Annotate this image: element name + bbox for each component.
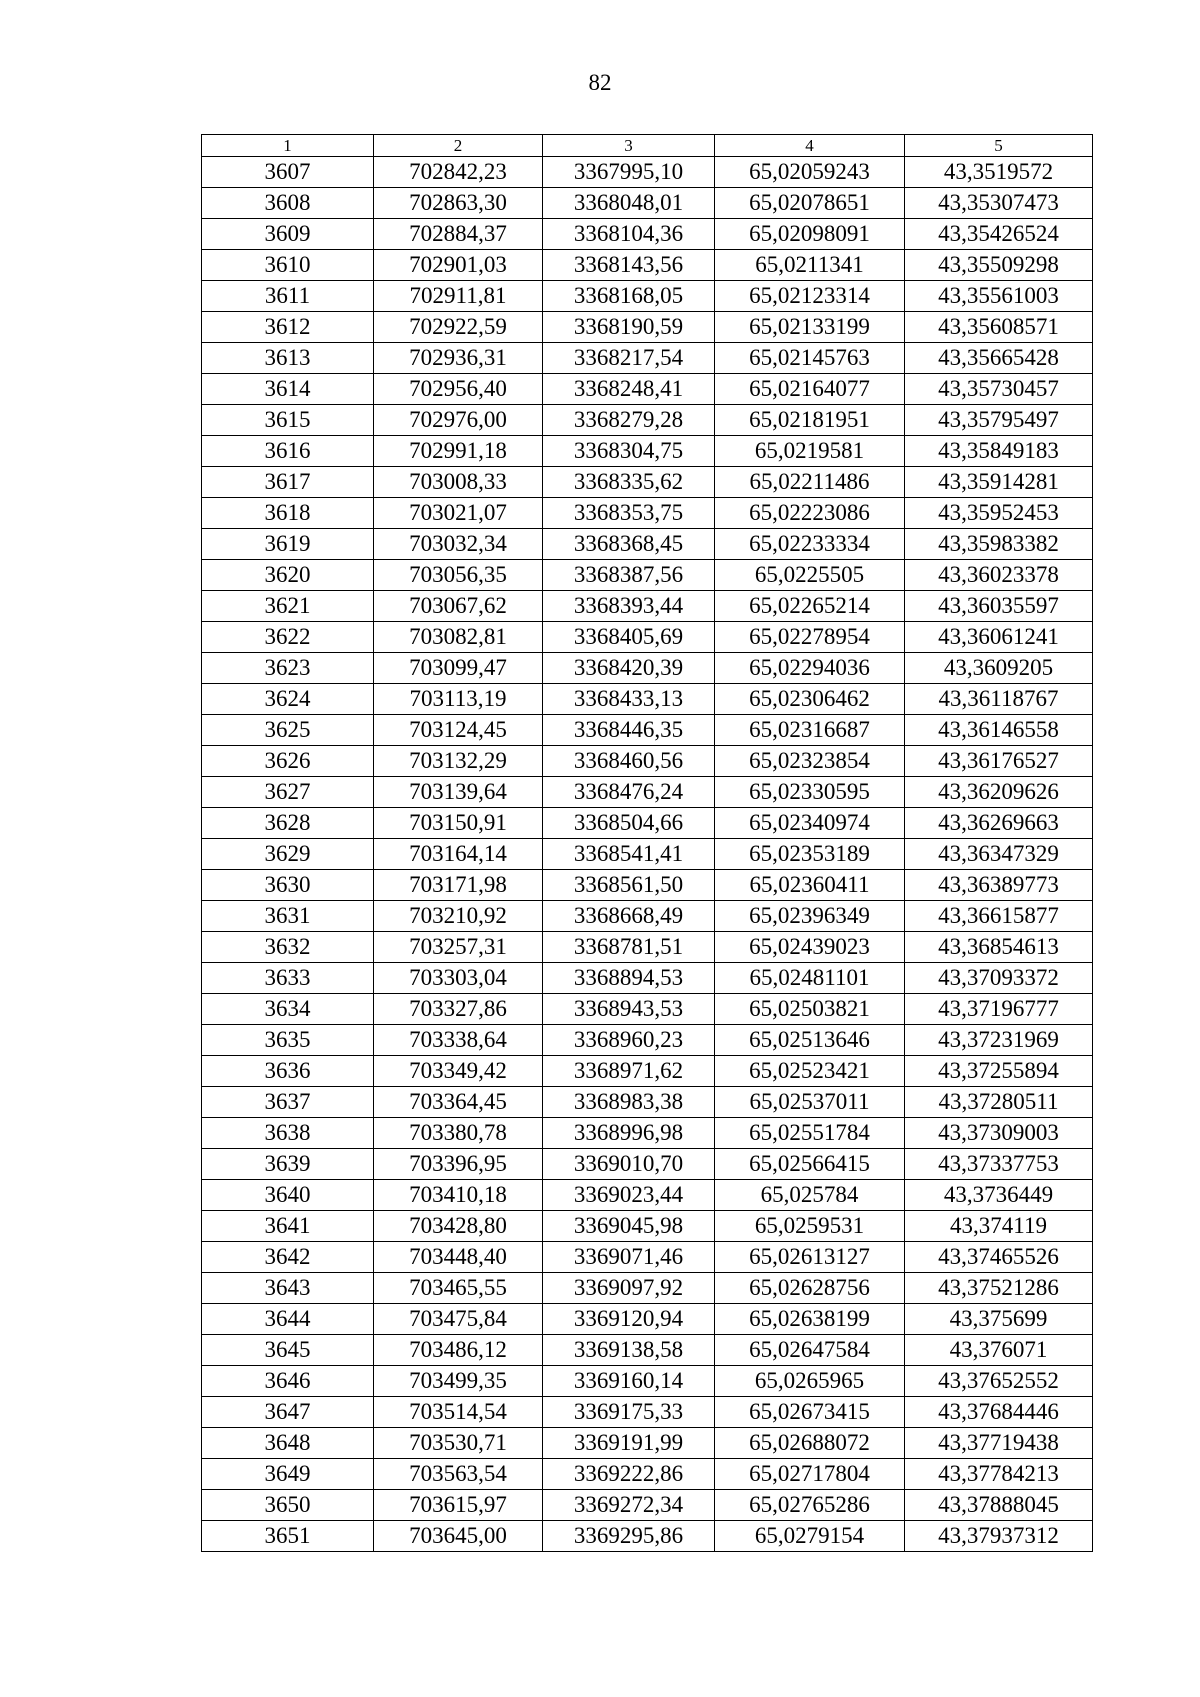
- point-number-cell: 3633: [202, 963, 374, 994]
- point-number-cell: 3620: [202, 560, 374, 591]
- x-coordinate-cell: 703008,33: [374, 467, 543, 498]
- y-coordinate-cell: 3369175,33: [543, 1397, 715, 1428]
- latitude-cell: 43,37309003: [905, 1118, 1093, 1149]
- table-row: [202, 1242, 1093, 1273]
- table-row: [202, 684, 1093, 715]
- x-coordinate-cell: 702991,18: [374, 436, 543, 467]
- longitude-cell: 65,02765286: [715, 1490, 905, 1521]
- x-coordinate-cell: 703364,45: [374, 1087, 543, 1118]
- x-coordinate-cell: 703563,54: [374, 1459, 543, 1490]
- y-coordinate-cell: 3368433,13: [543, 684, 715, 715]
- table-header-row: [202, 135, 1093, 157]
- longitude-cell: 65,02133199: [715, 312, 905, 343]
- x-coordinate-cell: 703113,19: [374, 684, 543, 715]
- point-number-cell: 3616: [202, 436, 374, 467]
- table-row: [202, 1149, 1093, 1180]
- x-coordinate-cell: 703396,95: [374, 1149, 543, 1180]
- point-number-cell: 3621: [202, 591, 374, 622]
- table-row: [202, 498, 1093, 529]
- table-row: [202, 746, 1093, 777]
- latitude-cell: 43,35307473: [905, 188, 1093, 219]
- y-coordinate-cell: 3368143,56: [543, 250, 715, 281]
- latitude-cell: 43,35730457: [905, 374, 1093, 405]
- longitude-cell: 65,02330595: [715, 777, 905, 808]
- point-number-cell: 3630: [202, 870, 374, 901]
- x-coordinate-cell: 702956,40: [374, 374, 543, 405]
- table-row: [202, 870, 1093, 901]
- point-number-cell: 3650: [202, 1490, 374, 1521]
- point-number-cell: 3612: [202, 312, 374, 343]
- latitude-cell: 43,35795497: [905, 405, 1093, 436]
- y-coordinate-cell: 3367995,10: [543, 157, 715, 188]
- y-coordinate-cell: 3369071,46: [543, 1242, 715, 1273]
- y-coordinate-cell: 3368048,01: [543, 188, 715, 219]
- longitude-cell: 65,02613127: [715, 1242, 905, 1273]
- table-row: [202, 219, 1093, 250]
- x-coordinate-cell: 703615,97: [374, 1490, 543, 1521]
- y-coordinate-cell: 3368943,53: [543, 994, 715, 1025]
- table-row: [202, 622, 1093, 653]
- table-row: [202, 1428, 1093, 1459]
- longitude-cell: 65,02503821: [715, 994, 905, 1025]
- latitude-cell: 43,376071: [905, 1335, 1093, 1366]
- point-number-cell: 3608: [202, 188, 374, 219]
- x-coordinate-cell: 702863,30: [374, 188, 543, 219]
- y-coordinate-cell: 3368387,56: [543, 560, 715, 591]
- x-coordinate-cell: 703067,62: [374, 591, 543, 622]
- latitude-cell: 43,36176527: [905, 746, 1093, 777]
- x-coordinate-cell: 703303,04: [374, 963, 543, 994]
- longitude-cell: 65,02481101: [715, 963, 905, 994]
- y-coordinate-cell: 3369097,92: [543, 1273, 715, 1304]
- y-coordinate-cell: 3368894,53: [543, 963, 715, 994]
- latitude-cell: 43,35914281: [905, 467, 1093, 498]
- latitude-cell: 43,36146558: [905, 715, 1093, 746]
- y-coordinate-cell: 3368541,41: [543, 839, 715, 870]
- x-coordinate-cell: 703099,47: [374, 653, 543, 684]
- latitude-cell: 43,35849183: [905, 436, 1093, 467]
- longitude-cell: 65,02353189: [715, 839, 905, 870]
- longitude-cell: 65,02523421: [715, 1056, 905, 1087]
- longitude-cell: 65,02360411: [715, 870, 905, 901]
- latitude-cell: 43,3519572: [905, 157, 1093, 188]
- table-row: [202, 715, 1093, 746]
- x-coordinate-cell: 703150,91: [374, 808, 543, 839]
- table-row: [202, 653, 1093, 684]
- x-coordinate-cell: 703645,00: [374, 1521, 543, 1552]
- x-coordinate-cell: 702911,81: [374, 281, 543, 312]
- longitude-cell: 65,02396349: [715, 901, 905, 932]
- x-coordinate-cell: 702936,31: [374, 343, 543, 374]
- y-coordinate-cell: 3369120,94: [543, 1304, 715, 1335]
- point-number-cell: 3613: [202, 343, 374, 374]
- y-coordinate-cell: 3368335,62: [543, 467, 715, 498]
- longitude-cell: 65,02340974: [715, 808, 905, 839]
- longitude-cell: 65,02181951: [715, 405, 905, 436]
- longitude-cell: 65,0225505: [715, 560, 905, 591]
- table-row: [202, 1180, 1093, 1211]
- x-coordinate-cell: 703164,14: [374, 839, 543, 870]
- longitude-cell: 65,025784: [715, 1180, 905, 1211]
- y-coordinate-cell: 3368304,75: [543, 436, 715, 467]
- x-coordinate-cell: 703428,80: [374, 1211, 543, 1242]
- point-number-cell: 3636: [202, 1056, 374, 1087]
- point-number-cell: 3624: [202, 684, 374, 715]
- x-coordinate-cell: 702976,00: [374, 405, 543, 436]
- latitude-cell: 43,3736449: [905, 1180, 1093, 1211]
- point-number-cell: 3626: [202, 746, 374, 777]
- longitude-cell: 65,0279154: [715, 1521, 905, 1552]
- table-row: [202, 405, 1093, 436]
- longitude-cell: 65,02306462: [715, 684, 905, 715]
- latitude-cell: 43,37652552: [905, 1366, 1093, 1397]
- point-number-cell: 3637: [202, 1087, 374, 1118]
- latitude-cell: 43,35665428: [905, 343, 1093, 374]
- table-row: [202, 963, 1093, 994]
- x-coordinate-cell: 703448,40: [374, 1242, 543, 1273]
- point-number-cell: 3651: [202, 1521, 374, 1552]
- latitude-cell: 43,36615877: [905, 901, 1093, 932]
- y-coordinate-cell: 3368996,98: [543, 1118, 715, 1149]
- y-coordinate-cell: 3369045,98: [543, 1211, 715, 1242]
- table-row: [202, 250, 1093, 281]
- latitude-cell: 43,36854613: [905, 932, 1093, 963]
- longitude-cell: 65,02439023: [715, 932, 905, 963]
- longitude-cell: 65,02145763: [715, 343, 905, 374]
- y-coordinate-cell: 3369191,99: [543, 1428, 715, 1459]
- point-number-cell: 3644: [202, 1304, 374, 1335]
- column-header-5: 5: [905, 135, 1093, 157]
- point-number-cell: 3628: [202, 808, 374, 839]
- y-coordinate-cell: 3369010,70: [543, 1149, 715, 1180]
- latitude-cell: 43,36061241: [905, 622, 1093, 653]
- latitude-cell: 43,37784213: [905, 1459, 1093, 1490]
- longitude-cell: 65,0259531: [715, 1211, 905, 1242]
- table-row: [202, 1490, 1093, 1521]
- longitude-cell: 65,02123314: [715, 281, 905, 312]
- longitude-cell: 65,02098091: [715, 219, 905, 250]
- longitude-cell: 65,02513646: [715, 1025, 905, 1056]
- latitude-cell: 43,37280511: [905, 1087, 1093, 1118]
- table-row: [202, 994, 1093, 1025]
- page-number: 82: [588, 70, 612, 95]
- y-coordinate-cell: 3368971,62: [543, 1056, 715, 1087]
- longitude-cell: 65,02323854: [715, 746, 905, 777]
- y-coordinate-cell: 3368168,05: [543, 281, 715, 312]
- point-number-cell: 3617: [202, 467, 374, 498]
- table-row: [202, 901, 1093, 932]
- point-number-cell: 3647: [202, 1397, 374, 1428]
- latitude-cell: 43,37888045: [905, 1490, 1093, 1521]
- latitude-cell: 43,36269663: [905, 808, 1093, 839]
- point-number-cell: 3639: [202, 1149, 374, 1180]
- table-row: [202, 157, 1093, 188]
- point-number-cell: 3615: [202, 405, 374, 436]
- latitude-cell: 43,37937312: [905, 1521, 1093, 1552]
- latitude-cell: 43,36347329: [905, 839, 1093, 870]
- point-number-cell: 3646: [202, 1366, 374, 1397]
- longitude-cell: 65,02164077: [715, 374, 905, 405]
- y-coordinate-cell: 3368248,41: [543, 374, 715, 405]
- table-row: [202, 343, 1093, 374]
- latitude-cell: 43,36209626: [905, 777, 1093, 808]
- column-header-3: 3: [543, 135, 715, 157]
- column-header-2: 2: [374, 135, 543, 157]
- longitude-cell: 65,02688072: [715, 1428, 905, 1459]
- latitude-cell: 43,37521286: [905, 1273, 1093, 1304]
- latitude-cell: 43,37093372: [905, 963, 1093, 994]
- y-coordinate-cell: 3368504,66: [543, 808, 715, 839]
- y-coordinate-cell: 3369138,58: [543, 1335, 715, 1366]
- longitude-cell: 65,02265214: [715, 591, 905, 622]
- longitude-cell: 65,02316687: [715, 715, 905, 746]
- latitude-cell: 43,37231969: [905, 1025, 1093, 1056]
- longitude-cell: 65,02059243: [715, 157, 905, 188]
- point-number-cell: 3645: [202, 1335, 374, 1366]
- point-number-cell: 3635: [202, 1025, 374, 1056]
- x-coordinate-cell: 702842,23: [374, 157, 543, 188]
- table-row: [202, 1521, 1093, 1552]
- point-number-cell: 3638: [202, 1118, 374, 1149]
- point-number-cell: 3625: [202, 715, 374, 746]
- longitude-cell: 65,02537011: [715, 1087, 905, 1118]
- table-row: [202, 281, 1093, 312]
- table-row: [202, 1304, 1093, 1335]
- point-number-cell: 3622: [202, 622, 374, 653]
- table-row: [202, 1025, 1093, 1056]
- x-coordinate-cell: 702901,03: [374, 250, 543, 281]
- column-header-1: 1: [202, 135, 374, 157]
- x-coordinate-cell: 703338,64: [374, 1025, 543, 1056]
- point-number-cell: 3614: [202, 374, 374, 405]
- y-coordinate-cell: 3368190,59: [543, 312, 715, 343]
- longitude-cell: 65,0265965: [715, 1366, 905, 1397]
- point-number-cell: 3648: [202, 1428, 374, 1459]
- latitude-cell: 43,35952453: [905, 498, 1093, 529]
- table-row: [202, 560, 1093, 591]
- table-row: [202, 188, 1093, 219]
- longitude-cell: 65,02628756: [715, 1273, 905, 1304]
- table-row: [202, 839, 1093, 870]
- x-coordinate-cell: 703499,35: [374, 1366, 543, 1397]
- point-number-cell: 3649: [202, 1459, 374, 1490]
- y-coordinate-cell: 3368668,49: [543, 901, 715, 932]
- point-number-cell: 3634: [202, 994, 374, 1025]
- table-row: [202, 529, 1093, 560]
- table-row: [202, 312, 1093, 343]
- x-coordinate-cell: 703171,98: [374, 870, 543, 901]
- table-row: [202, 374, 1093, 405]
- longitude-cell: 65,02717804: [715, 1459, 905, 1490]
- y-coordinate-cell: 3369023,44: [543, 1180, 715, 1211]
- x-coordinate-cell: 703465,55: [374, 1273, 543, 1304]
- latitude-cell: 43,3609205: [905, 653, 1093, 684]
- table-row: [202, 777, 1093, 808]
- latitude-cell: 43,37465526: [905, 1242, 1093, 1273]
- point-number-cell: 3611: [202, 281, 374, 312]
- latitude-cell: 43,375699: [905, 1304, 1093, 1335]
- y-coordinate-cell: 3368460,56: [543, 746, 715, 777]
- x-coordinate-cell: 702884,37: [374, 219, 543, 250]
- latitude-cell: 43,36035597: [905, 591, 1093, 622]
- x-coordinate-cell: 703056,35: [374, 560, 543, 591]
- longitude-cell: 65,02223086: [715, 498, 905, 529]
- point-number-cell: 3629: [202, 839, 374, 870]
- table-row: [202, 1397, 1093, 1428]
- latitude-cell: 43,35509298: [905, 250, 1093, 281]
- x-coordinate-cell: 703530,71: [374, 1428, 543, 1459]
- longitude-cell: 65,02233334: [715, 529, 905, 560]
- table-row: [202, 1273, 1093, 1304]
- x-coordinate-cell: 703380,78: [374, 1118, 543, 1149]
- latitude-cell: 43,37684446: [905, 1397, 1093, 1428]
- latitude-cell: 43,35608571: [905, 312, 1093, 343]
- latitude-cell: 43,36023378: [905, 560, 1093, 591]
- table-row: [202, 1118, 1093, 1149]
- point-number-cell: 3632: [202, 932, 374, 963]
- table-row: [202, 1087, 1093, 1118]
- x-coordinate-cell: 703032,34: [374, 529, 543, 560]
- point-number-cell: 3640: [202, 1180, 374, 1211]
- y-coordinate-cell: 3369160,14: [543, 1366, 715, 1397]
- longitude-cell: 65,02638199: [715, 1304, 905, 1335]
- point-number-cell: 3627: [202, 777, 374, 808]
- latitude-cell: 43,36389773: [905, 870, 1093, 901]
- longitude-cell: 65,02211486: [715, 467, 905, 498]
- x-coordinate-cell: 703132,29: [374, 746, 543, 777]
- y-coordinate-cell: 3368393,44: [543, 591, 715, 622]
- column-header-4: 4: [715, 135, 905, 157]
- point-number-cell: 3609: [202, 219, 374, 250]
- y-coordinate-cell: 3369295,86: [543, 1521, 715, 1552]
- table-body: [202, 157, 1093, 1552]
- latitude-cell: 43,37719438: [905, 1428, 1093, 1459]
- x-coordinate-cell: 703410,18: [374, 1180, 543, 1211]
- latitude-cell: 43,35561003: [905, 281, 1093, 312]
- longitude-cell: 65,0211341: [715, 250, 905, 281]
- latitude-cell: 43,37255894: [905, 1056, 1093, 1087]
- table-row: [202, 436, 1093, 467]
- point-number-cell: 3610: [202, 250, 374, 281]
- x-coordinate-cell: 703475,84: [374, 1304, 543, 1335]
- longitude-cell: 65,02551784: [715, 1118, 905, 1149]
- y-coordinate-cell: 3368561,50: [543, 870, 715, 901]
- y-coordinate-cell: 3368781,51: [543, 932, 715, 963]
- x-coordinate-cell: 702922,59: [374, 312, 543, 343]
- y-coordinate-cell: 3368405,69: [543, 622, 715, 653]
- table-row: [202, 932, 1093, 963]
- latitude-cell: 43,35983382: [905, 529, 1093, 560]
- longitude-cell: 65,02673415: [715, 1397, 905, 1428]
- point-number-cell: 3623: [202, 653, 374, 684]
- latitude-cell: 43,37337753: [905, 1149, 1093, 1180]
- longitude-cell: 65,02647584: [715, 1335, 905, 1366]
- table-row: [202, 1459, 1093, 1490]
- y-coordinate-cell: 3368368,45: [543, 529, 715, 560]
- y-coordinate-cell: 3368476,24: [543, 777, 715, 808]
- point-number-cell: 3619: [202, 529, 374, 560]
- y-coordinate-cell: 3368217,54: [543, 343, 715, 374]
- y-coordinate-cell: 3368446,35: [543, 715, 715, 746]
- y-coordinate-cell: 3368983,38: [543, 1087, 715, 1118]
- latitude-cell: 43,37196777: [905, 994, 1093, 1025]
- point-number-cell: 3643: [202, 1273, 374, 1304]
- table-row: [202, 1211, 1093, 1242]
- x-coordinate-cell: 703349,42: [374, 1056, 543, 1087]
- x-coordinate-cell: 703257,31: [374, 932, 543, 963]
- x-coordinate-cell: 703327,86: [374, 994, 543, 1025]
- longitude-cell: 65,02294036: [715, 653, 905, 684]
- point-number-cell: 3618: [202, 498, 374, 529]
- longitude-cell: 65,0219581: [715, 436, 905, 467]
- latitude-cell: 43,374119: [905, 1211, 1093, 1242]
- y-coordinate-cell: 3368353,75: [543, 498, 715, 529]
- point-number-cell: 3642: [202, 1242, 374, 1273]
- x-coordinate-cell: 703210,92: [374, 901, 543, 932]
- x-coordinate-cell: 703021,07: [374, 498, 543, 529]
- table-row: [202, 591, 1093, 622]
- x-coordinate-cell: 703486,12: [374, 1335, 543, 1366]
- table-row: [202, 1335, 1093, 1366]
- x-coordinate-cell: 703514,54: [374, 1397, 543, 1428]
- x-coordinate-cell: 703139,64: [374, 777, 543, 808]
- latitude-cell: 43,36118767: [905, 684, 1093, 715]
- y-coordinate-cell: 3368420,39: [543, 653, 715, 684]
- x-coordinate-cell: 703082,81: [374, 622, 543, 653]
- longitude-cell: 65,02078651: [715, 188, 905, 219]
- point-number-cell: 3641: [202, 1211, 374, 1242]
- table-row: [202, 1056, 1093, 1087]
- y-coordinate-cell: 3368104,36: [543, 219, 715, 250]
- y-coordinate-cell: 3368960,23: [543, 1025, 715, 1056]
- longitude-cell: 65,02566415: [715, 1149, 905, 1180]
- longitude-cell: 65,02278954: [715, 622, 905, 653]
- table-row: [202, 467, 1093, 498]
- y-coordinate-cell: 3369222,86: [543, 1459, 715, 1490]
- point-number-cell: 3631: [202, 901, 374, 932]
- y-coordinate-cell: 3368279,28: [543, 405, 715, 436]
- point-number-cell: 3607: [202, 157, 374, 188]
- coordinates-table: [201, 134, 1093, 1552]
- y-coordinate-cell: 3369272,34: [543, 1490, 715, 1521]
- table-row: [202, 808, 1093, 839]
- x-coordinate-cell: 703124,45: [374, 715, 543, 746]
- table-row: [202, 1366, 1093, 1397]
- latitude-cell: 43,35426524: [905, 219, 1093, 250]
